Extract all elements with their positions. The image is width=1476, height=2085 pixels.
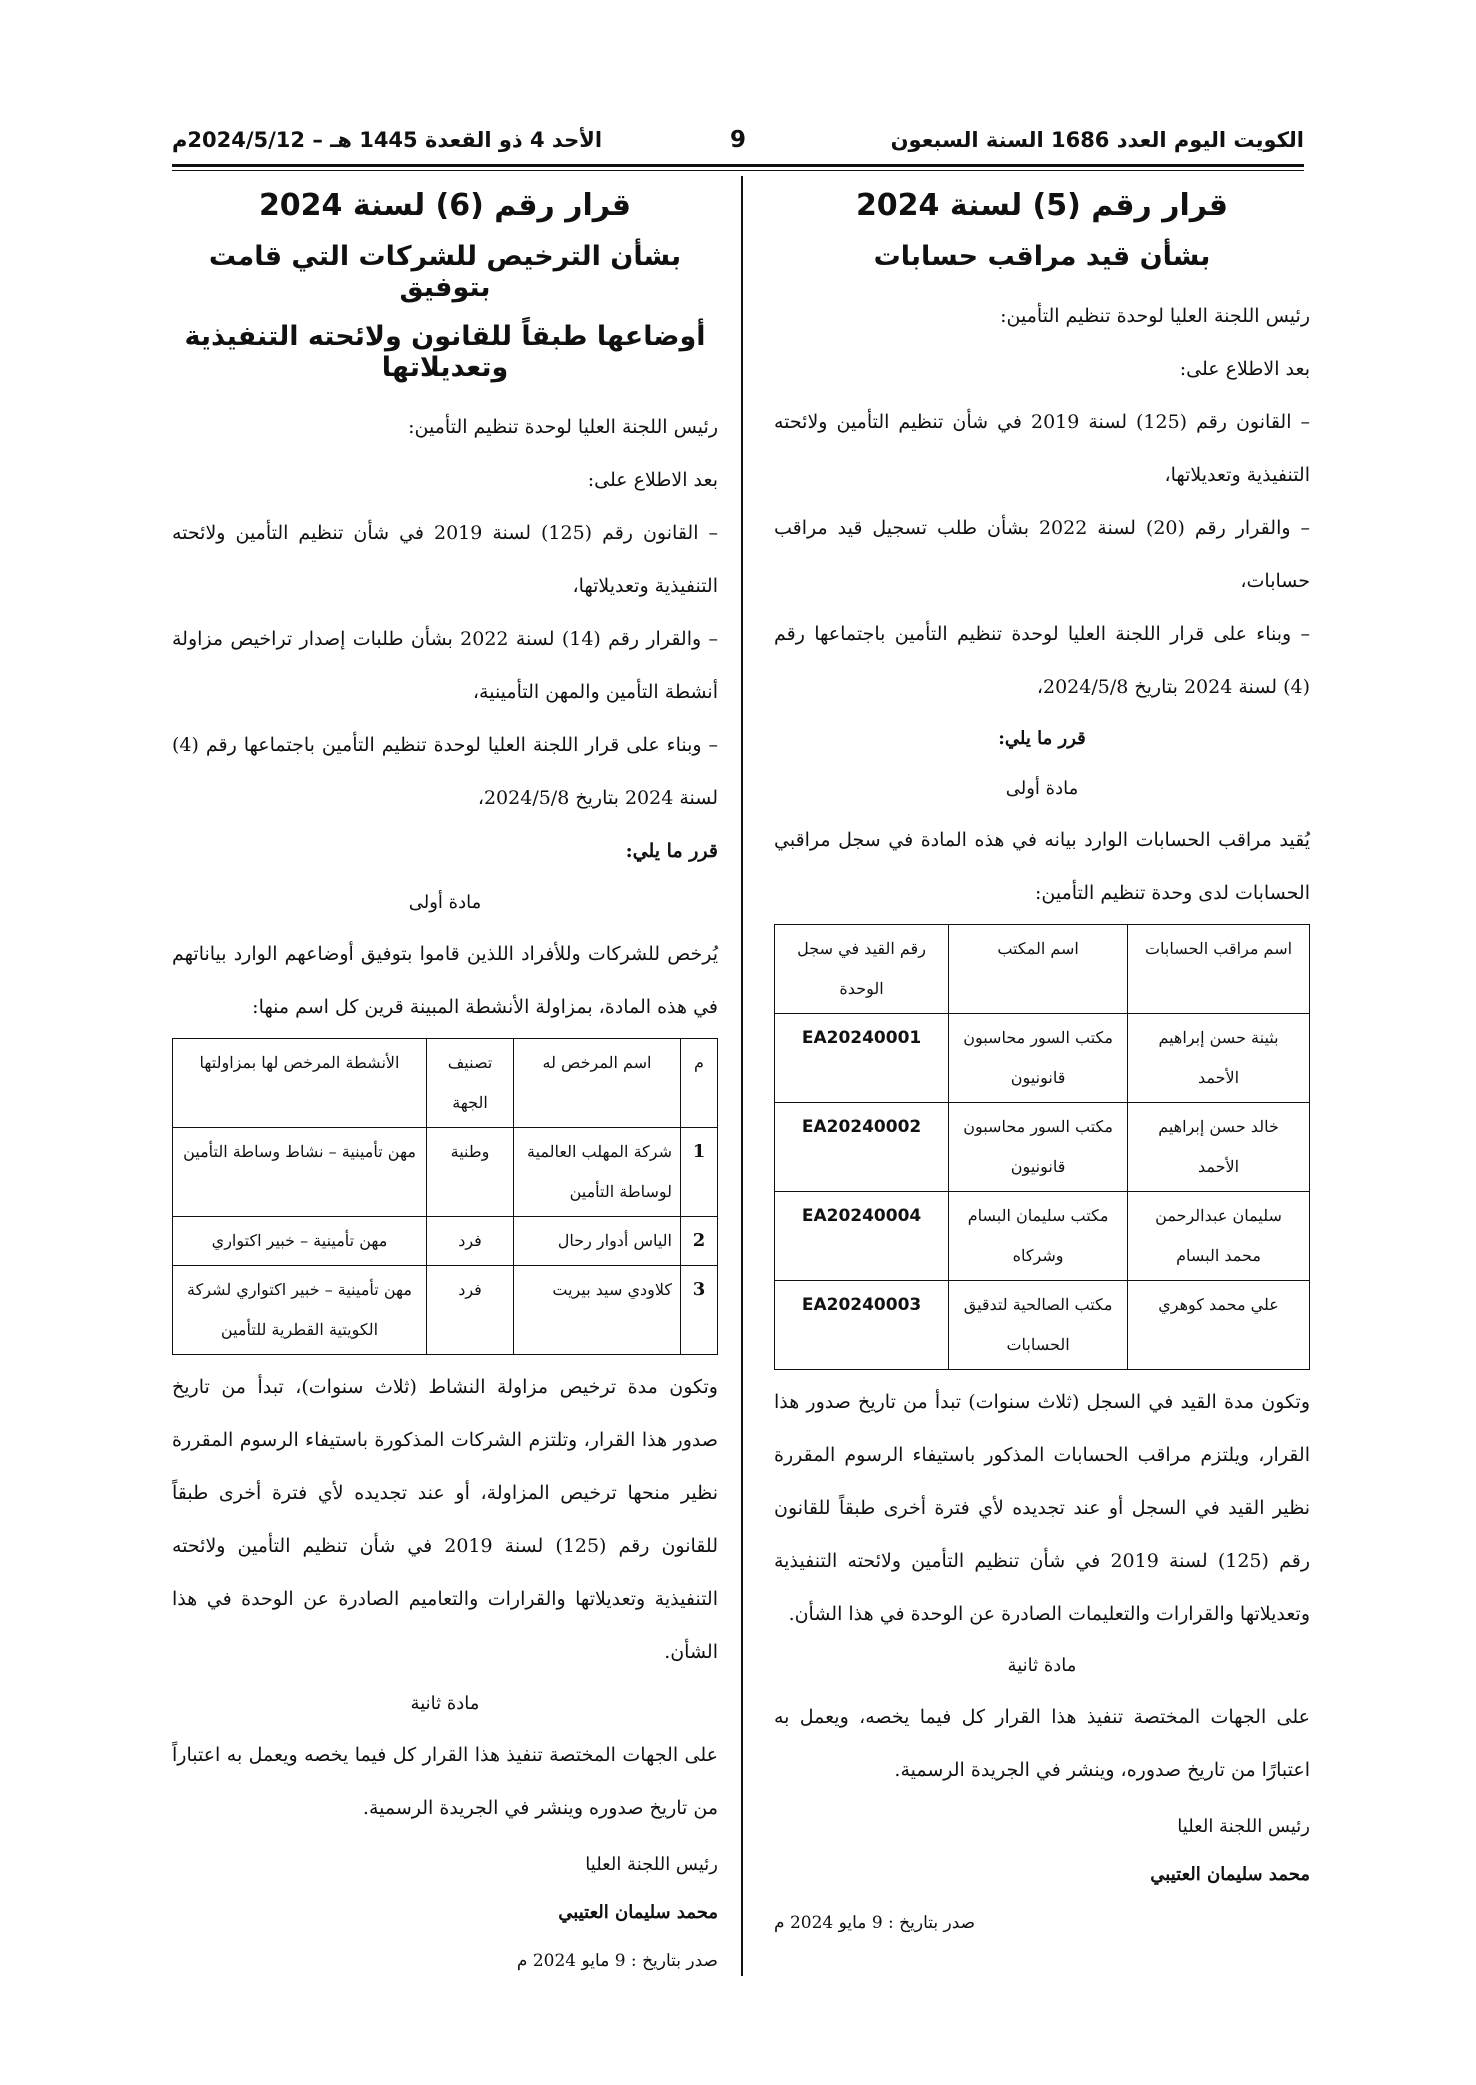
row-number: 3	[681, 1266, 718, 1355]
licensees-table	[172, 1038, 718, 1355]
preamble-law: – القانون رقم (125) لسنة 2019 في شأن تنظيم التأمين ولائحته التنفيذية وتعديلاتها،	[172, 522, 718, 597]
entity-classification: فرد	[427, 1266, 514, 1355]
table-header-cell: رقم القيد في سجل الوحدة	[775, 925, 949, 1014]
preamble-decision-ref: – والقرار رقم (20) لسنة 2022 بشأن طلب تسجيل قيد مراقب حسابات،	[774, 517, 1310, 592]
column-divider	[741, 176, 743, 1976]
header-rule-thick	[172, 164, 1304, 167]
licensee-name: كلاودي سيد بيريت	[514, 1266, 681, 1355]
article-2-heading: مادة ثانية	[410, 1693, 480, 1714]
signature-title: رئيس اللجنة العليا	[585, 1854, 718, 1875]
auditor-name: بثينة حسن إبراهيم الأحمد	[1128, 1014, 1310, 1103]
preamble-decision-ref: – والقرار رقم (14) لسنة 2022 بشأن طلبات إصدار تراخيص مزاولة أنشطة التأمين والمهن التأمينية،	[172, 628, 718, 703]
registration-number: EA20240002	[775, 1103, 949, 1192]
licensed-activities: مهن تأمينية – خبير اكتواري	[173, 1217, 427, 1266]
auditors-table	[774, 924, 1310, 1370]
registration-number: EA20240003	[775, 1281, 949, 1370]
table-header-row	[775, 925, 1310, 1014]
header-rule-thin	[172, 170, 1304, 171]
decision-6-subtitle-line-2: أوضاعها طبقاً للقانون ولائحته التنفيذية وتعديلاتها	[184, 321, 706, 383]
table-header-cell: الأنشطة المرخص لها بمزاولتها	[173, 1039, 427, 1128]
licensed-activities: مهن تأمينية – خبير اكتواري لشركة الكويتية القطرية للتأمين	[173, 1266, 427, 1355]
office-name: مكتب السور محاسبون قانونيون	[949, 1103, 1128, 1192]
table-row	[775, 1192, 1310, 1281]
licensed-activities: مهن تأمينية – نشاط وساطة التأمين	[173, 1128, 427, 1217]
license-term-text: وتكون مدة ترخيص مزاولة النشاط (ثلاث سنوات)، تبدأ من تاريخ صدور هذا القرار، وتلتزم الشركات المذكورة باستيفاء الرسوم المقررة نظير منحها ترخيص المزاولة، أو عند تجديده لأي فترة أخرى طبقاً للقانون رقم (125) لسنة 2019 في شأن تنظيم التأمين ولائحته التنفيذية وتعديلاتها والقرارات والتعاميم الصادرة عن الوحدة في هذا الشأن.	[172, 1376, 718, 1663]
preamble-meeting: – وبناء على قرار اللجنة العليا لوحدة تنظيم التأمين باجتماعها رقم (4) لسنة 2024 بتاريخ 2024/5/8،	[774, 623, 1310, 698]
auditor-name: سليمان عبدالرحمن محمد البسام	[1128, 1192, 1310, 1281]
signature-name: محمد سليمان العتيبي	[1150, 1864, 1310, 1885]
registration-number: EA20240001	[775, 1014, 949, 1103]
issue-date: صدر بتاريخ : 9 مايو 2024 م	[774, 1913, 976, 1933]
registration-term-text: وتكون مدة القيد في السجل (ثلاث سنوات) تبدأ من تاريخ صدور هذا القرار، ويلتزم مراقب الحسابات المذكور باستيفاء الرسوم المقررة نظير القيد في السجل أو عند تجديده لأي فترة أخرى طبقاً للقانون رقم (125) لسنة 2019 في شأن تنظيم التأمين ولائحته التنفيذية وتعديلاتها والقرارات والتعليمات الصادرة عن الوحدة في هذا الشأن.	[774, 1391, 1310, 1625]
table-header-cell: اسم المرخص له	[514, 1039, 681, 1128]
office-name: مكتب سليمان البسام وشركاه	[949, 1192, 1128, 1281]
decision-5-column	[774, 180, 1310, 1933]
table-header-cell: اسم مراقب الحسابات	[1128, 925, 1310, 1014]
page-header	[172, 118, 1304, 162]
auditor-name: علي محمد كوهري	[1128, 1281, 1310, 1370]
table-header-cell: م	[681, 1039, 718, 1128]
issue-date: صدر بتاريخ : 9 مايو 2024 م	[516, 1951, 718, 1971]
table-header-row	[173, 1039, 718, 1128]
preamble-authority: رئيس اللجنة العليا لوحدة تنظيم التأمين:	[1000, 305, 1310, 327]
decision-5-subtitle: بشأن قيد مراقب حسابات	[873, 241, 1211, 272]
decision-5-title: قرار رقم (5) لسنة 2024	[855, 188, 1229, 223]
decided-heading: قرر ما يلي:	[998, 728, 1086, 749]
table-row	[173, 1217, 718, 1266]
row-number: 1	[681, 1128, 718, 1217]
registration-number: EA20240004	[775, 1192, 949, 1281]
entity-classification: وطنية	[427, 1128, 514, 1217]
decision-6-subtitle-line-1: بشأن الترخيص للشركات التي قامت بتوفيق	[208, 241, 682, 303]
entity-classification: فرد	[427, 1217, 514, 1266]
licensee-name: الياس أدوار رحال	[514, 1217, 681, 1266]
table-header-cell: تصنيف الجهة	[427, 1039, 514, 1128]
licensee-name: شركة المهلب العالمية لوساطة التأمين	[514, 1128, 681, 1217]
decided-heading: قرر ما يلي:	[625, 840, 718, 862]
table-row	[775, 1281, 1310, 1370]
table-header-cell: اسم المكتب	[949, 925, 1128, 1014]
signature-title: رئيس اللجنة العليا	[1177, 1816, 1310, 1837]
header-date: الأحد 4 ذو القعدة 1445 هـ – 2024/5/12م	[172, 128, 603, 152]
preamble-authority: رئيس اللجنة العليا لوحدة تنظيم التأمين:	[408, 416, 718, 438]
table-row	[775, 1014, 1310, 1103]
decision-6-column	[172, 180, 718, 1971]
decision-6-title: قرار رقم (6) لسنة 2024	[258, 188, 632, 223]
preamble-review: بعد الاطلاع على:	[1179, 358, 1310, 380]
preamble-meeting: – وبناء على قرار اللجنة العليا لوحدة تنظيم التأمين باجتماعها رقم (4) لسنة 2024 بتاريخ 2024/5/8،	[172, 734, 718, 809]
table-row	[173, 1266, 718, 1355]
preamble-law: – القانون رقم (125) لسنة 2019 في شأن تنظيم التأمين ولائحته التنفيذية وتعديلاتها،	[774, 411, 1310, 486]
signature-name: محمد سليمان العتيبي	[558, 1902, 718, 1923]
article-2-text: على الجهات المختصة تنفيذ هذا القرار كل فيما يخصه، ويعمل به اعتبارًا من تاريخ صدوره، وينشر في الجريدة الرسمية.	[774, 1706, 1310, 1781]
table-row	[775, 1103, 1310, 1192]
header-publication: الكويت اليوم العدد 1686 السنة السبعون	[890, 128, 1304, 152]
preamble-review: بعد الاطلاع على:	[587, 469, 718, 491]
article-1-text: يُرخص للشركات وللأفراد اللذين قاموا بتوفيق أوضاعهم الوارد بياناتهم في هذه المادة، بمزاولة الأنشطة المبينة قرين كل اسم منها:	[172, 943, 718, 1018]
article-1-heading: مادة أولى	[408, 892, 482, 913]
article-2-heading: مادة ثانية	[1007, 1655, 1077, 1676]
article-1-text: يُقيد مراقب الحسابات الوارد بيانه في هذه المادة في سجل مراقبي الحسابات لدى وحدة تنظيم التأمين:	[774, 829, 1310, 904]
page-number: 9	[729, 127, 746, 153]
row-number: 2	[681, 1217, 718, 1266]
office-name: مكتب الصالحية لتدقيق الحسابات	[949, 1281, 1128, 1370]
article-2-text: على الجهات المختصة تنفيذ هذا القرار كل فيما يخصه ويعمل به اعتباراً من تاريخ صدوره وينشر في الجريدة الرسمية.	[172, 1744, 718, 1819]
table-row	[173, 1128, 718, 1217]
office-name: مكتب السور محاسبون قانونيون	[949, 1014, 1128, 1103]
article-1-heading: مادة أولى	[1005, 778, 1079, 799]
auditor-name: خالد حسن إبراهيم الأحمد	[1128, 1103, 1310, 1192]
